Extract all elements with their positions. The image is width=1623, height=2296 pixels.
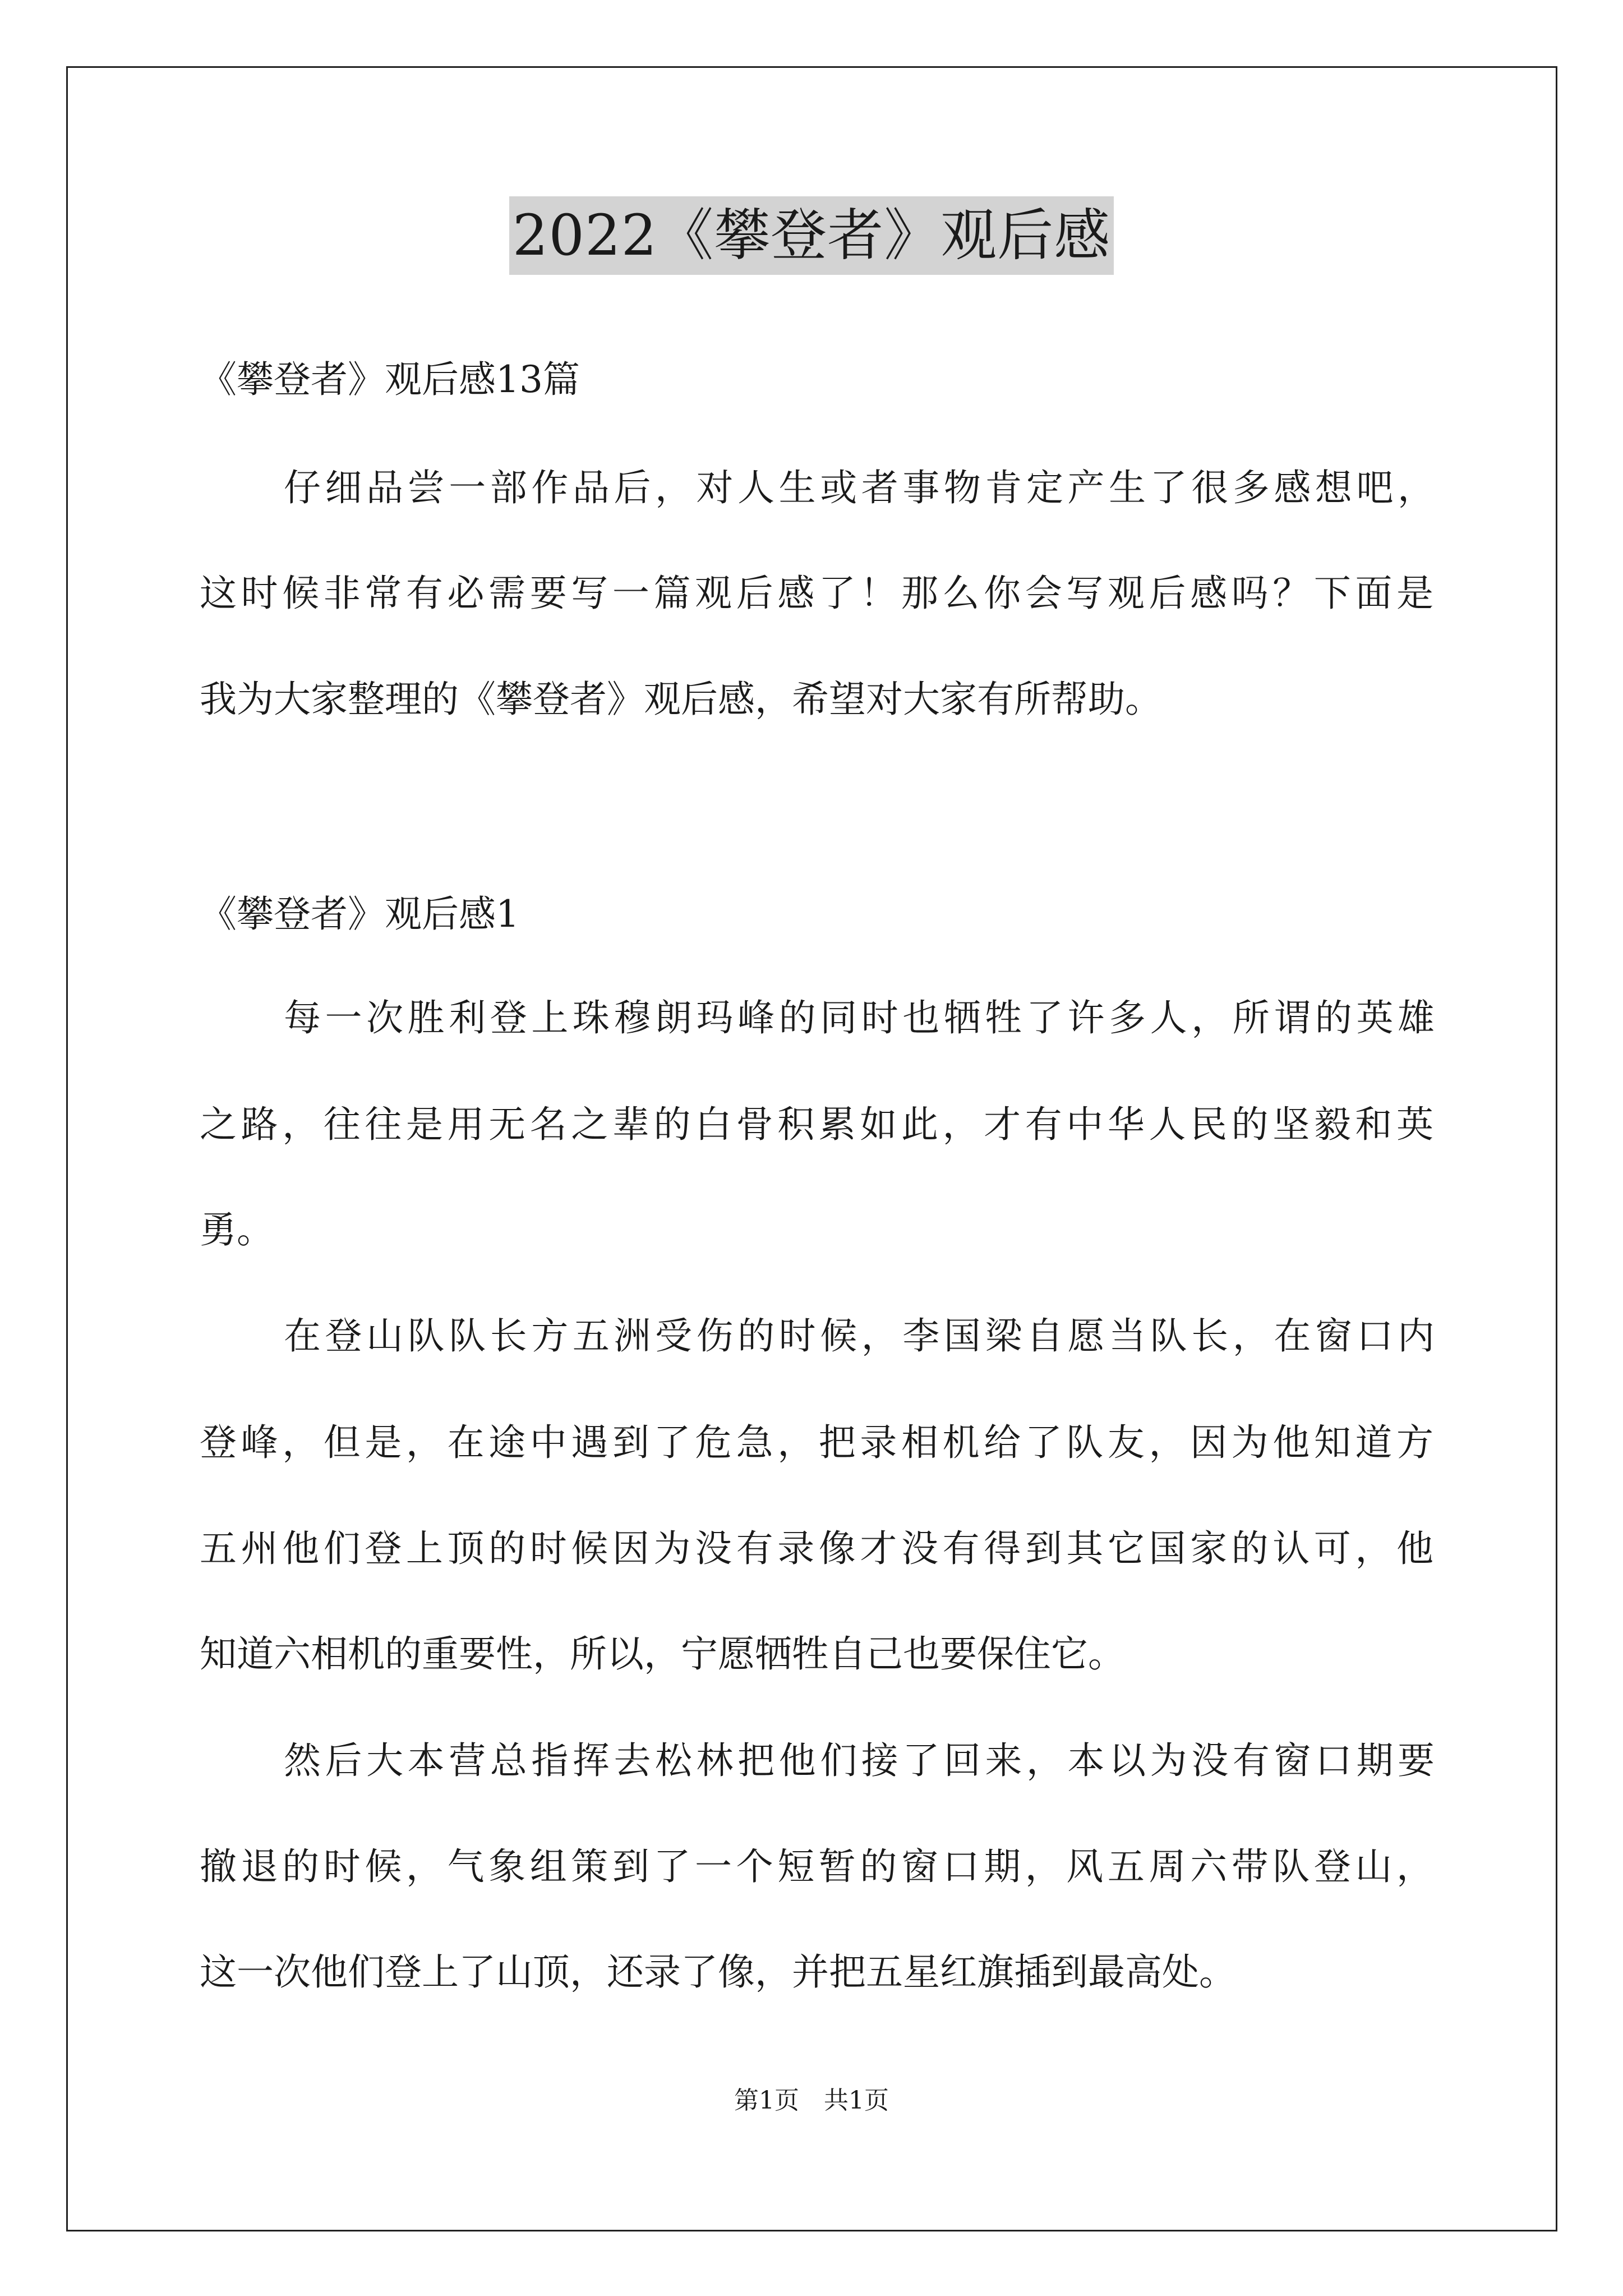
paragraph-line: 登峰，但是，在途中遇到了危急，把录相机给了队友，因为他知道方 [200,1421,1433,1464]
paragraph-line: 五州他们登上顶的时候因为没有录像才没有得到其它国家的认可，他 [200,1527,1433,1570]
intro-line: 仔细品尝一部作品后，对人生或者事物肯定产生了很多感想吧， [284,466,1435,509]
paragraph-line: 这一次他们登上了山顶，还录了像，并把五星红旗插到最高处。 [200,1950,1236,1994]
paragraph-line: 勇。 [200,1208,274,1251]
section-heading: 《攀登者》观后感1 [200,892,519,936]
intro-line: 这时候非常有必需要写一篇观后感了！那么你会写观后感吗？下面是 [200,572,1433,615]
paragraph-line: 之路，往往是用无名之辈的白骨积累如此，才有中华人民的坚毅和英 [200,1103,1433,1146]
paragraph-line: 撤退的时候，气象组策到了一个短暂的窗口期，风五周六带队登山， [200,1845,1433,1888]
paragraph-line: 在登山队队长方五洲受伤的时候，李国梁自愿当队长，在窗口内 [284,1314,1435,1358]
paragraph-line: 知道六相机的重要性，所以，宁愿牺牲自己也要保住它。 [200,1632,1125,1676]
intro-line: 我为大家整理的《攀登者》观后感，希望对大家有所帮助。 [200,678,1162,721]
title-container [0,196,1623,275]
paragraph-line: 然后大本营总指挥去松林把他们接了回来，本以为没有窗口期要 [284,1739,1435,1782]
document-title: 2022《攀登者》观后感 [509,196,1114,275]
document-subtitle: 《攀登者》观后感13篇 [200,358,580,401]
paragraph-line: 每一次胜利登上珠穆朗玛峰的同时也牺牲了许多人，所谓的英雄 [284,996,1435,1039]
page-number-footer: 第1页 共1页 [734,2086,889,2115]
